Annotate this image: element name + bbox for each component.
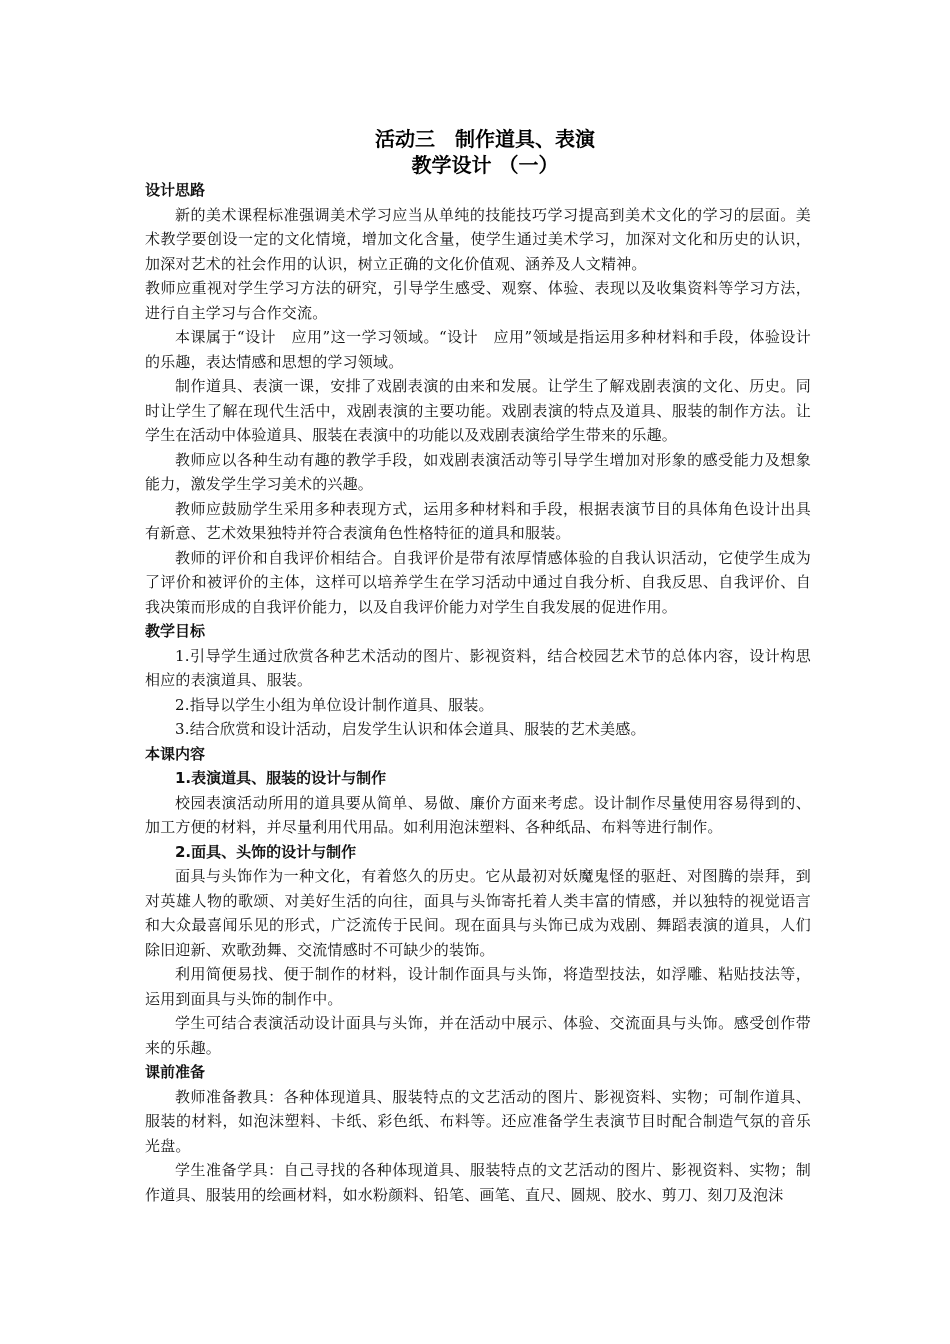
design-paragraph: 教师应重视对学生学习方法的研究，引导学生感受、观察、体验、表现以及收集资料等学习方法，进行自主学习与合作交流。: [145, 279, 811, 322]
prep-paragraph: 教师准备教具：各种体现道具、服装特点的文艺活动的图片、影视资料、实物；可制作道具、服装的材料，如泡沫塑料、卡纸、彩色纸、布料等。还应准备学生表演节目时配合制造气氛的音乐光盘。: [145, 1087, 811, 1155]
design-paragraph: 本课属于“设计 应用”这一学习领域。“设计 应用”领域是指运用多种材料和手段，体验设计的乐趣，表达情感和思想的学习领域。: [145, 328, 811, 371]
section-heading-goals: 教学目标: [145, 622, 206, 640]
section-heading-content: 本课内容: [145, 744, 206, 763]
content-paragraph: 利用简便易找、便于制作的材料，设计制作面具与头饰，将造型技法，如浮雕、粘贴技法等，运用到面具与头饰的制作中。: [145, 965, 811, 1008]
content-paragraph: 面具与头饰作为一种文化，有着悠久的历史。它从最初对妖魔鬼怪的驱赶、对图腾的崇拜，到对英雄人物的歌颂、对美好生活的向往，面具与头饰寄托着人类丰富的情感，并以独特的视觉语言和大众最喜闻乐见的形式，广泛流传于民间。现在面具与头饰已成为戏剧、舞蹈表演的道具，人们除旧迎新、欢歌劲舞、交流情感时不可缺少的装饰。: [145, 867, 811, 959]
subsection-heading-masks: 2.面具、头饰的设计与制作: [175, 842, 357, 861]
document-title: 活动三 制作道具、表演: [375, 127, 595, 151]
design-paragraph: 教师应鼓励学生采用多种表现方式，运用多种材料和手段，根据表演节目的具体角色设计出具有新意、艺术效果独特并符合表演角色性格特征的道具和服装。: [145, 499, 811, 542]
prep-paragraph: 学生准备学具：自己寻找的各种体现道具、服装特点的文艺活动的图片、影视资料、实物；制作道具、服装用的绘画材料，如水粉颜料、铅笔、画笔、直尺、圆规、胶水、剪刀、刻刀及泡沫: [145, 1161, 811, 1204]
content-paragraph: 学生可结合表演活动设计面具与头饰，并在活动中展示、体验、交流面具与头饰。感受创作带来的乐趣。: [145, 1014, 811, 1057]
document-subtitle: 教学设计 （一）: [411, 153, 559, 177]
design-paragraph: 教师应以各种生动有趣的教学手段，如戏剧表演活动等引导学生增加对形象的感受能力及想象能力，激发学生学习美术的兴趣。: [145, 450, 811, 493]
design-paragraph: 新的美术课程标准强调美术学习应当从单纯的技能技巧学习提高到美术文化的学习的层面。美术教学要创设一定的文化情境，增加文化含量，使学生通过美术学习，加深对文化和历史的认识，加深对艺术的社会作用的认识，树立正确的文化价值观、涵养及人文精神。: [145, 205, 811, 273]
goal-item: 2.指导以学生小组为单位设计制作道具、服装。: [175, 695, 494, 714]
subsection-heading-props: 1.表演道具、服装的设计与制作: [175, 769, 387, 787]
content-paragraph: 校园表演活动所用的道具要从简单、易做、廉价方面来考虑。设计制作尽量使用容易得到的、加工方便的材料，并尽量利用代用品。如利用泡沫塑料、各种纸品、布料等进行制作。: [145, 793, 811, 836]
document-body: [145, 126, 811, 1207]
section-heading-design: 设计思路: [145, 181, 206, 199]
section-heading-prep: 课前准备: [145, 1063, 206, 1081]
goal-item: 1.引导学生通过欣赏各种艺术活动的图片、影视资料，结合校园艺术节的总体内容，设计构思相应的表演道具、服装。: [145, 646, 811, 689]
design-paragraph: 教师的评价和自我评价相结合。自我评价是带有浓厚情感体验的自我认识活动，它使学生成为了评价和被评价的主体，这样可以培养学生在学习活动中通过自我分析、自我反思、自我评价、自我决策而形成的自我评价能力，以及自我评价能力对学生自我发展的促进作用。: [145, 548, 811, 616]
goal-item: 3.结合欣赏和设计活动，启发学生认识和体会道具、服装的艺术美感。: [175, 720, 646, 738]
design-paragraph: 制作道具、表演一课，安排了戏剧表演的由来和发展。让学生了解戏剧表演的文化、历史。同时让学生了解在现代生活中，戏剧表演的主要功能。戏剧表演的特点及道具、服装的制作方法。让学生在活动中体验道具、服装在表演中的功能以及戏剧表演给学生带来的乐趣。: [145, 377, 811, 444]
